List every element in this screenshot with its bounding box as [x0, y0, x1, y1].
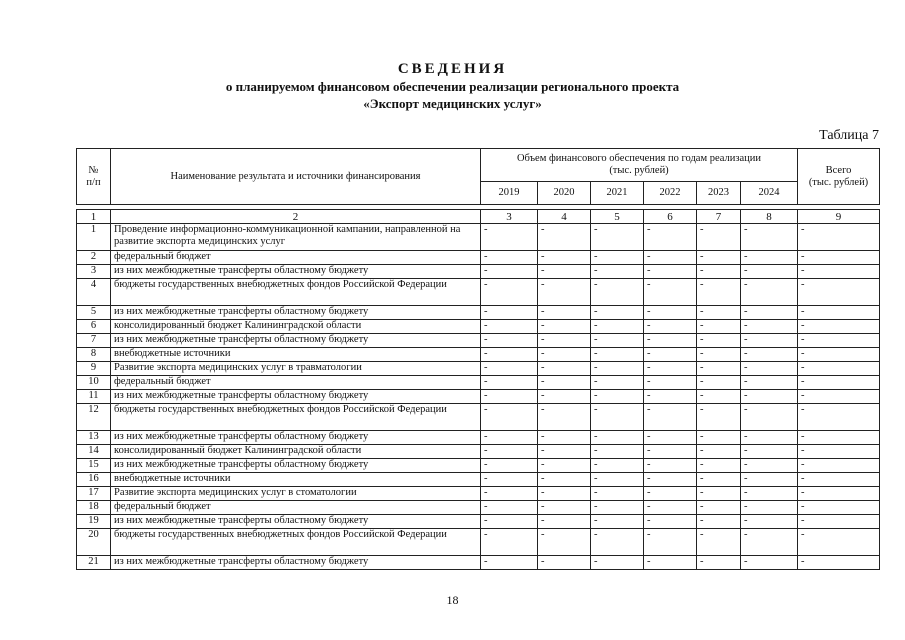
- row-total-value: -: [798, 334, 880, 348]
- row-year-value: -: [697, 362, 741, 376]
- column-number: 9: [798, 210, 880, 224]
- row-year-value: -: [697, 501, 741, 515]
- row-year-value: -: [644, 320, 697, 334]
- row-year-value: -: [697, 431, 741, 445]
- row-year-value: -: [538, 445, 591, 459]
- row-year-value: -: [538, 224, 591, 251]
- column-number: 8: [741, 210, 798, 224]
- row-year-value: -: [481, 390, 538, 404]
- row-year-value: -: [697, 390, 741, 404]
- column-number: 2: [111, 210, 481, 224]
- row-year-value: -: [741, 362, 798, 376]
- row-year-value: -: [538, 501, 591, 515]
- row-year-value: -: [644, 362, 697, 376]
- header-year: 2021: [591, 182, 644, 205]
- row-year-value: -: [538, 334, 591, 348]
- row-year-value: -: [741, 445, 798, 459]
- row-year-value: -: [481, 473, 538, 487]
- table-row: [77, 487, 880, 501]
- row-name: консолидированный бюджет Калининградской области: [111, 320, 481, 334]
- row-year-value: -: [644, 404, 697, 431]
- row-year-value: -: [697, 404, 741, 431]
- row-number: 5: [77, 306, 111, 320]
- row-year-value: -: [644, 487, 697, 501]
- row-year-value: -: [538, 556, 591, 570]
- row-year-value: -: [741, 376, 798, 390]
- row-year-value: -: [644, 224, 697, 251]
- row-year-value: -: [697, 320, 741, 334]
- row-year-value: -: [697, 376, 741, 390]
- row-name: внебюджетные источники: [111, 473, 481, 487]
- row-total-value: -: [798, 459, 880, 473]
- row-year-value: -: [591, 404, 644, 431]
- row-number: 16: [77, 473, 111, 487]
- table-row: [77, 320, 880, 334]
- row-number: 12: [77, 404, 111, 431]
- row-year-value: -: [591, 501, 644, 515]
- row-year-value: -: [481, 445, 538, 459]
- row-year-value: -: [538, 515, 591, 529]
- row-total-value: -: [798, 362, 880, 376]
- row-year-value: -: [741, 459, 798, 473]
- row-year-value: -: [741, 487, 798, 501]
- header-num: № п/п: [77, 149, 111, 205]
- column-numbers-row: [77, 210, 880, 224]
- row-year-value: -: [644, 431, 697, 445]
- table-row: [77, 459, 880, 473]
- column-number: 3: [481, 210, 538, 224]
- row-number: 14: [77, 445, 111, 459]
- row-year-value: -: [591, 376, 644, 390]
- row-year-value: -: [741, 265, 798, 279]
- row-year-value: -: [741, 320, 798, 334]
- row-year-value: -: [644, 251, 697, 265]
- row-year-value: -: [741, 529, 798, 556]
- row-year-value: -: [697, 556, 741, 570]
- table-row: [77, 501, 880, 515]
- row-year-value: -: [481, 362, 538, 376]
- header-year: 2019: [481, 182, 538, 205]
- row-year-value: -: [481, 501, 538, 515]
- table-row: [77, 445, 880, 459]
- row-year-value: -: [481, 487, 538, 501]
- document-title-block: [0, 60, 905, 112]
- row-year-value: -: [538, 390, 591, 404]
- row-year-value: -: [741, 334, 798, 348]
- row-name: Проведение информационно-коммуникационной кампании, направленной на развитие экспорта медицинских услуг: [111, 224, 481, 251]
- row-year-value: -: [591, 431, 644, 445]
- row-name: из них межбюджетные трансферты областному бюджету: [111, 556, 481, 570]
- row-year-value: -: [741, 224, 798, 251]
- row-year-value: -: [644, 459, 697, 473]
- document-subtitle-line-1: о планируемом финансовом обеспечении реализации регионального проекта: [225, 79, 680, 94]
- row-total-value: -: [798, 376, 880, 390]
- row-year-value: -: [741, 556, 798, 570]
- row-name: из них межбюджетные трансферты областному бюджету: [111, 334, 481, 348]
- row-year-value: -: [591, 334, 644, 348]
- row-total-value: -: [798, 348, 880, 362]
- header-volume: Объем финансового обеспечения по годам реализации (тыс. рублей): [481, 149, 798, 182]
- row-year-value: -: [697, 279, 741, 306]
- financing-table: [76, 148, 880, 570]
- row-number: 18: [77, 501, 111, 515]
- row-year-value: -: [644, 334, 697, 348]
- row-year-value: -: [741, 390, 798, 404]
- row-year-value: -: [591, 251, 644, 265]
- row-year-value: -: [591, 529, 644, 556]
- header-year: 2022: [644, 182, 697, 205]
- row-year-value: -: [481, 306, 538, 320]
- table-row: [77, 529, 880, 556]
- row-year-value: -: [591, 515, 644, 529]
- row-year-value: -: [591, 459, 644, 473]
- table-header: [77, 149, 880, 205]
- row-number: 11: [77, 390, 111, 404]
- row-name: бюджеты государственных внебюджетных фондов Российской Федерации: [111, 529, 481, 556]
- row-year-value: -: [697, 445, 741, 459]
- row-number: 2: [77, 251, 111, 265]
- header-year: 2024: [741, 182, 798, 205]
- table-row: [77, 362, 880, 376]
- row-year-value: -: [591, 556, 644, 570]
- row-year-value: -: [591, 265, 644, 279]
- row-total-value: -: [798, 251, 880, 265]
- row-total-value: -: [798, 279, 880, 306]
- row-year-value: -: [591, 473, 644, 487]
- column-number: 4: [538, 210, 591, 224]
- row-total-value: -: [798, 556, 880, 570]
- row-number: 4: [77, 279, 111, 306]
- row-number: 21: [77, 556, 111, 570]
- row-total-value: -: [798, 224, 880, 251]
- row-name: внебюджетные источники: [111, 348, 481, 362]
- row-year-value: -: [697, 515, 741, 529]
- row-number: 6: [77, 320, 111, 334]
- row-number: 10: [77, 376, 111, 390]
- row-total-value: -: [798, 473, 880, 487]
- row-total-value: -: [798, 404, 880, 431]
- row-year-value: -: [591, 279, 644, 306]
- row-year-value: -: [741, 306, 798, 320]
- row-year-value: -: [538, 279, 591, 306]
- row-year-value: -: [538, 431, 591, 445]
- row-number: 15: [77, 459, 111, 473]
- row-year-value: -: [481, 529, 538, 556]
- row-year-value: -: [741, 251, 798, 265]
- row-year-value: -: [644, 501, 697, 515]
- row-year-value: -: [481, 279, 538, 306]
- row-year-value: -: [697, 459, 741, 473]
- row-year-value: -: [538, 362, 591, 376]
- row-total-value: -: [798, 265, 880, 279]
- row-total-value: -: [798, 390, 880, 404]
- document-title: СВЕДЕНИЯ: [397, 61, 508, 77]
- row-name: федеральный бюджет: [111, 376, 481, 390]
- row-year-value: -: [591, 348, 644, 362]
- row-name: федеральный бюджет: [111, 251, 481, 265]
- row-year-value: -: [481, 265, 538, 279]
- row-year-value: -: [741, 473, 798, 487]
- row-total-value: -: [798, 487, 880, 501]
- row-year-value: -: [644, 515, 697, 529]
- row-name: из них межбюджетные трансферты областному бюджету: [111, 515, 481, 529]
- column-number: 7: [697, 210, 741, 224]
- row-year-value: -: [481, 376, 538, 390]
- row-total-value: -: [798, 529, 880, 556]
- row-year-value: -: [538, 320, 591, 334]
- row-number: 19: [77, 515, 111, 529]
- row-year-value: -: [481, 251, 538, 265]
- row-name: консолидированный бюджет Калининградской области: [111, 445, 481, 459]
- document-subtitle-line-2: «Экспорт медицинских услуг»: [363, 96, 542, 111]
- row-number: 3: [77, 265, 111, 279]
- table-body: [77, 205, 880, 570]
- row-number: 17: [77, 487, 111, 501]
- row-year-value: -: [538, 265, 591, 279]
- page-number: 18: [446, 593, 459, 607]
- row-year-value: -: [644, 529, 697, 556]
- row-year-value: -: [591, 362, 644, 376]
- row-year-value: -: [644, 473, 697, 487]
- row-year-value: -: [481, 334, 538, 348]
- row-year-value: -: [591, 320, 644, 334]
- row-year-value: -: [481, 224, 538, 251]
- table-row: [77, 515, 880, 529]
- row-name: из них межбюджетные трансферты областному бюджету: [111, 431, 481, 445]
- row-year-value: -: [644, 390, 697, 404]
- table-row: [77, 265, 880, 279]
- row-year-value: -: [591, 487, 644, 501]
- row-year-value: -: [591, 224, 644, 251]
- row-year-value: -: [644, 306, 697, 320]
- header-year: 2023: [697, 182, 741, 205]
- row-total-value: -: [798, 501, 880, 515]
- row-number: 8: [77, 348, 111, 362]
- column-number: 5: [591, 210, 644, 224]
- table-row: [77, 348, 880, 362]
- row-year-value: -: [741, 431, 798, 445]
- header-total: Всего (тыс. рублей): [798, 149, 880, 205]
- row-total-value: -: [798, 445, 880, 459]
- row-name: из них межбюджетные трансферты областному бюджету: [111, 265, 481, 279]
- row-number: 13: [77, 431, 111, 445]
- row-name: бюджеты государственных внебюджетных фондов Российской Федерации: [111, 279, 481, 306]
- row-year-value: -: [644, 445, 697, 459]
- row-number: 1: [77, 224, 111, 251]
- row-year-value: -: [481, 320, 538, 334]
- table-row: [77, 224, 880, 251]
- row-year-value: -: [697, 487, 741, 501]
- row-name: из них межбюджетные трансферты областному бюджету: [111, 390, 481, 404]
- row-year-value: -: [697, 265, 741, 279]
- column-number: 1: [77, 210, 111, 224]
- row-year-value: -: [697, 334, 741, 348]
- table-row: [77, 376, 880, 390]
- row-year-value: -: [538, 473, 591, 487]
- row-name: Развитие экспорта медицинских услуг в травматологии: [111, 362, 481, 376]
- row-name: из них межбюджетные трансферты областному бюджету: [111, 459, 481, 473]
- row-number: 20: [77, 529, 111, 556]
- row-year-value: -: [741, 501, 798, 515]
- table-row: [77, 390, 880, 404]
- row-year-value: -: [741, 515, 798, 529]
- row-year-value: -: [538, 348, 591, 362]
- row-year-value: -: [644, 348, 697, 362]
- row-total-value: -: [798, 515, 880, 529]
- row-year-value: -: [481, 556, 538, 570]
- row-year-value: -: [644, 265, 697, 279]
- row-year-value: -: [481, 348, 538, 362]
- row-year-value: -: [591, 445, 644, 459]
- row-year-value: -: [481, 459, 538, 473]
- row-year-value: -: [481, 404, 538, 431]
- table-row: [77, 473, 880, 487]
- row-year-value: -: [644, 279, 697, 306]
- row-year-value: -: [538, 529, 591, 556]
- row-year-value: -: [481, 431, 538, 445]
- row-year-value: -: [697, 529, 741, 556]
- table-row: [77, 251, 880, 265]
- table-row: [77, 431, 880, 445]
- header-name: Наименование результата и источники финансирования: [111, 149, 481, 205]
- row-year-value: -: [697, 251, 741, 265]
- row-year-value: -: [481, 515, 538, 529]
- table-row: [77, 404, 880, 431]
- row-year-value: -: [697, 306, 741, 320]
- row-year-value: -: [697, 473, 741, 487]
- row-total-value: -: [798, 320, 880, 334]
- row-year-value: -: [538, 306, 591, 320]
- row-total-value: -: [798, 431, 880, 445]
- row-number: 9: [77, 362, 111, 376]
- row-year-value: -: [741, 348, 798, 362]
- row-year-value: -: [741, 404, 798, 431]
- table-row: [77, 556, 880, 570]
- table-label: Таблица 7: [819, 128, 879, 143]
- row-name: бюджеты государственных внебюджетных фондов Российской Федерации: [111, 404, 481, 431]
- row-year-value: -: [644, 376, 697, 390]
- row-name: из них межбюджетные трансферты областному бюджету: [111, 306, 481, 320]
- row-year-value: -: [538, 459, 591, 473]
- table-row: [77, 334, 880, 348]
- header-year: 2020: [538, 182, 591, 205]
- row-year-value: -: [538, 376, 591, 390]
- row-year-value: -: [538, 487, 591, 501]
- row-year-value: -: [591, 390, 644, 404]
- table-row: [77, 306, 880, 320]
- row-year-value: -: [741, 279, 798, 306]
- row-year-value: -: [697, 224, 741, 251]
- row-year-value: -: [644, 556, 697, 570]
- row-year-value: -: [591, 306, 644, 320]
- row-name: федеральный бюджет: [111, 501, 481, 515]
- row-number: 7: [77, 334, 111, 348]
- table-row: [77, 279, 880, 306]
- row-total-value: -: [798, 306, 880, 320]
- row-year-value: -: [538, 251, 591, 265]
- row-year-value: -: [697, 348, 741, 362]
- row-year-value: -: [538, 404, 591, 431]
- row-name: Развитие экспорта медицинских услуг в стоматологии: [111, 487, 481, 501]
- column-number: 6: [644, 210, 697, 224]
